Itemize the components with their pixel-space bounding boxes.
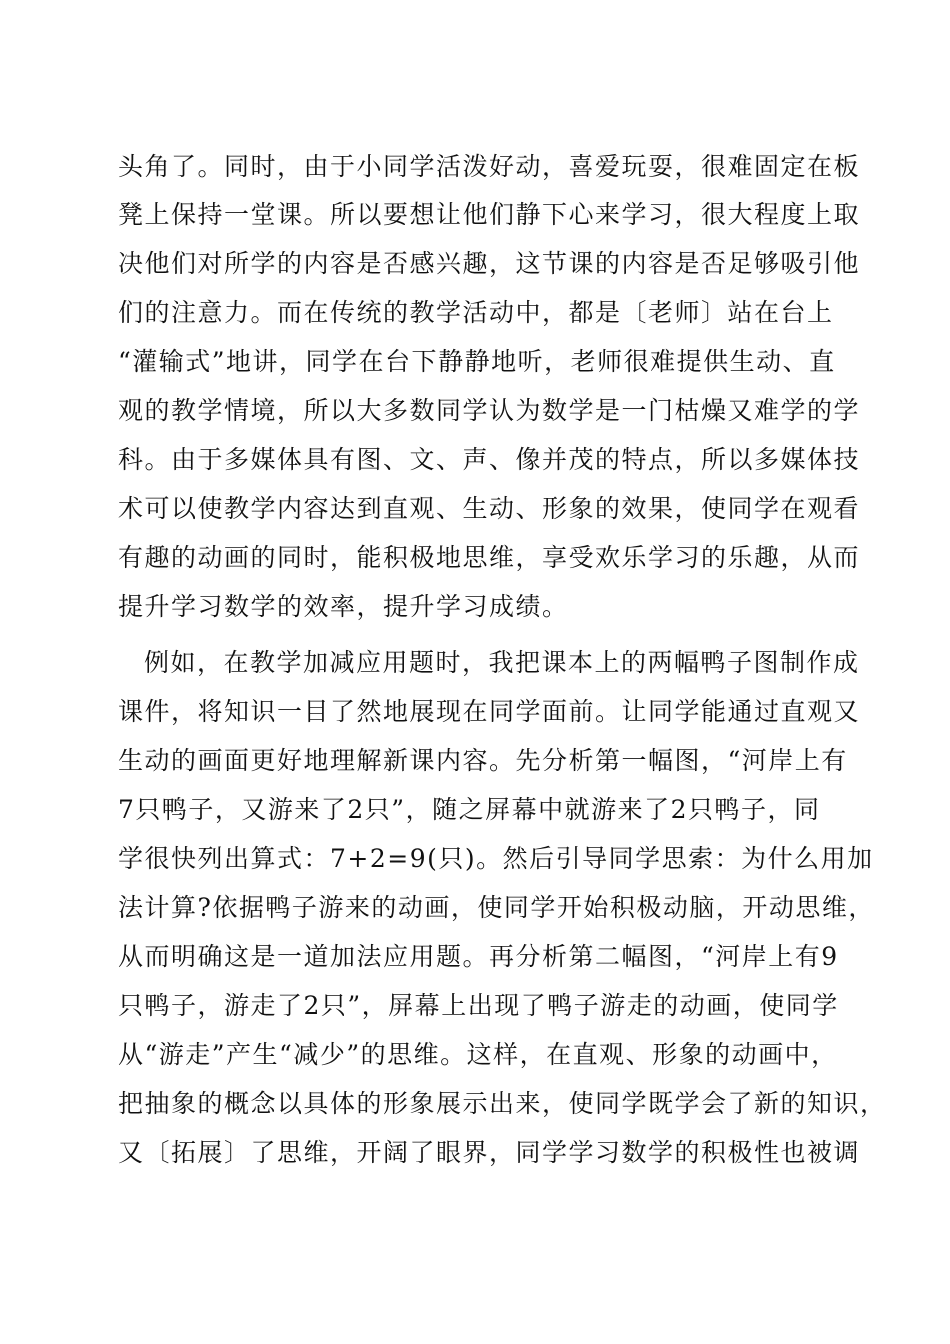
text-line: 们的注意力。而在传统的教学活动中，都是〔老师〕站在台上 bbox=[118, 298, 834, 327]
text-line: 观的教学情境，所以大多数同学认为数学是一门枯燥又难学的学 bbox=[118, 396, 861, 425]
text-line: 凳上保持一堂课。所以要想让他们静下心来学习，很大程度上取 bbox=[118, 200, 861, 229]
text-line: 头角了。同时，由于小同学活泼好动，喜爱玩耍，很难固定在板 bbox=[118, 152, 861, 181]
text-line: 学很快列出算式：7+2=9(只)。然后引导同学思索：为什么用加 bbox=[118, 844, 874, 873]
text-line: 决他们对所学的内容是否感兴趣，这节课的内容是否足够吸引他 bbox=[118, 249, 861, 278]
text-line: “灌输式”地讲，同学在台下静静地听，老师很难提供生动、直 bbox=[118, 347, 836, 376]
text-line: 生动的画面更好地理解新课内容。先分析第一幅图，“河岸上有 bbox=[118, 746, 848, 775]
text-line: 课件，将知识一目了然地展现在同学面前。让同学能通过直观又 bbox=[118, 697, 861, 726]
text-line: 法计算?依据鸭子游来的动画，使同学开始积极动脑，开动思维， bbox=[118, 893, 875, 922]
text-line: 又〔拓展〕了思维，开阔了眼界，同学学习数学的积极性也被调 bbox=[118, 1138, 861, 1167]
text-line: 从“游走”产生“减少”的思维。这样，在直观、形象的动画中， bbox=[118, 1040, 838, 1069]
text-line: 7只鸭子，又游来了2只”，随之屏幕中就游来了2只鸭子，同 bbox=[118, 795, 821, 824]
text-line: 术可以使教学内容达到直观、生动、形象的效果，使同学在观看 bbox=[118, 494, 861, 523]
text-line: 科。由于多媒体具有图、文、声、像并茂的特点，所以多媒体技 bbox=[118, 445, 861, 474]
text-line: 从而明确这是一道加法应用题。再分析第二幅图，“河岸上有9 bbox=[118, 942, 839, 971]
text-line: 只鸭子，游走了2只”，屏幕上出现了鸭子游走的动画，使同学 bbox=[118, 991, 839, 1020]
text-line: 提升学习数学的效率，提升学习成绩。 bbox=[118, 592, 569, 621]
text-line: 把抽象的概念以具体的形象展示出来，使同学既学会了新的知识， bbox=[118, 1089, 887, 1118]
text-line: 有趣的动画的同时，能积极地思维，享受欢乐学习的乐趣，从而 bbox=[118, 543, 861, 572]
text-line: 例如，在教学加减应用题时，我把课本上的两幅鸭子图制作成 bbox=[144, 648, 860, 677]
